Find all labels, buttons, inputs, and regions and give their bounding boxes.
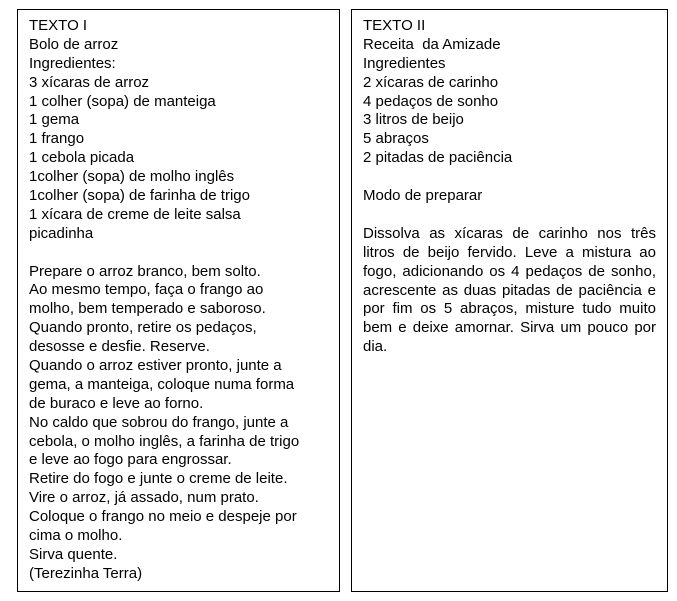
ingredients-list bbox=[29, 74, 328, 244]
spacer bbox=[363, 206, 656, 225]
recipe-title: Receita da Amizade bbox=[363, 35, 501, 53]
instruction-line: Prepare o arroz branco, bem solto. bbox=[29, 262, 261, 280]
ingredient-item: picadinha bbox=[29, 224, 94, 242]
ingredient-item: 4 pedaços de sonho bbox=[363, 92, 499, 110]
instruction-line: cebola, o molho inglês, a farinha de trigo bbox=[29, 432, 300, 450]
instruction-line: Sirva quente. bbox=[29, 545, 118, 563]
method-text: Dissolva as xícaras de carinho nos três litros de beijo fervido. Leve a mistura ao fogo, adicionando os 4 pedaços de sonho, acrescente as duas pitadas de paciência e por fim os 5 abraços, misture tudo muito bem e deixe amornar. Sirva um pouco por dia. bbox=[363, 224, 656, 356]
ingredient-item: 2 pitadas de paciência bbox=[363, 149, 513, 167]
ingredient-item: 1 colher (sopa) de manteiga bbox=[29, 92, 216, 110]
instruction-line: cima o molho. bbox=[29, 527, 123, 545]
texto-2-heading: TEXTO II bbox=[363, 17, 426, 34]
spacer bbox=[363, 168, 656, 187]
ingredient-item: 2 xícaras de carinho bbox=[363, 73, 499, 91]
texto-2-box bbox=[351, 9, 668, 592]
spacer bbox=[29, 244, 328, 263]
ingredient-item: 1 cebola picada bbox=[29, 149, 135, 167]
instruction-line: Ao mesmo tempo, faça o frango ao bbox=[29, 281, 264, 299]
author: (Terezinha Terra) bbox=[29, 564, 143, 582]
ingredients-list bbox=[363, 74, 656, 168]
instruction-line: Coloque o frango no meio e despeje por bbox=[29, 508, 297, 526]
ingredient-item: 3 xícaras de arroz bbox=[29, 73, 150, 91]
instruction-line: Vire o arroz, já assado, num prato. bbox=[29, 489, 259, 507]
ingredient-item: 1 xícara de creme de leite salsa bbox=[29, 205, 241, 223]
ingredients-label: Ingredientes: bbox=[29, 54, 116, 72]
instruction-line: Quando pronto, retire os pedaços, bbox=[29, 319, 257, 337]
ingredient-item: 5 abraços bbox=[363, 130, 429, 148]
instructions bbox=[29, 263, 328, 565]
instruction-line: de buraco e leve ao forno. bbox=[29, 394, 204, 412]
ingredient-item: 1colher (sopa) de farinha de trigo bbox=[29, 187, 250, 205]
texto-1-box bbox=[17, 9, 340, 592]
ingredient-item: 1 gema bbox=[29, 111, 80, 129]
recipe-title: Bolo de arroz bbox=[29, 35, 119, 53]
method-label: Modo de preparar bbox=[363, 187, 483, 205]
instruction-line: e leve ao fogo para engrossar. bbox=[29, 451, 232, 469]
instruction-line: desosse e desfie. Reserve. bbox=[29, 338, 210, 356]
ingredient-item: 3 litros de beijo bbox=[363, 111, 464, 129]
ingredients-label: Ingredientes bbox=[363, 54, 446, 72]
instruction-line: Retire do fogo e junte o creme de leite. bbox=[29, 470, 288, 488]
texto-1-heading: TEXTO I bbox=[29, 17, 88, 34]
ingredient-item: 1 frango bbox=[29, 130, 85, 148]
ingredient-item: 1colher (sopa) de molho inglês bbox=[29, 168, 235, 186]
instruction-line: molho, bem temperado e saboroso. bbox=[29, 300, 266, 318]
instruction-line: gema, a manteiga, coloque numa forma bbox=[29, 375, 295, 393]
instruction-line: Quando o arroz estiver pronto, junte a bbox=[29, 357, 282, 375]
instruction-line: No caldo que sobrou do frango, junte a bbox=[29, 413, 289, 431]
